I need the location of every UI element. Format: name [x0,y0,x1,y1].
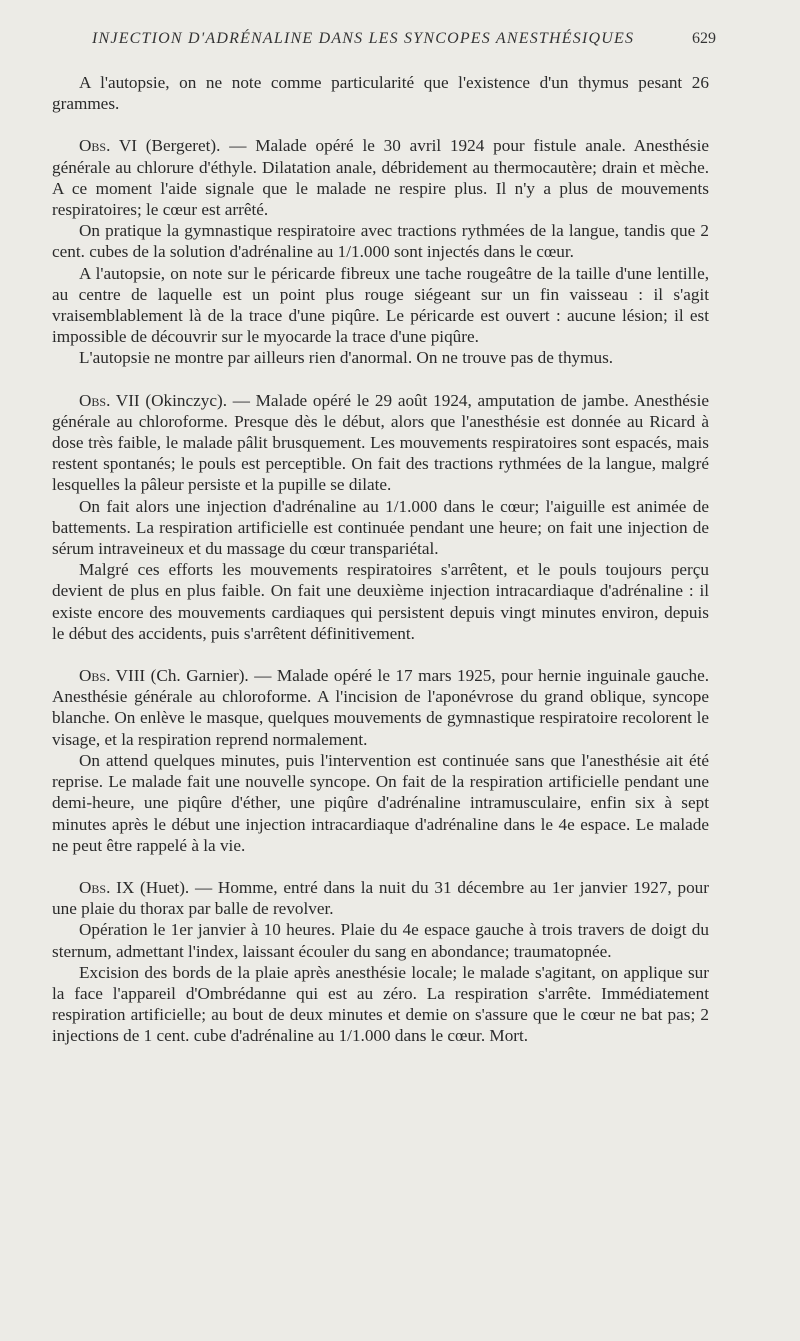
observation-label: Obs. IX [79,877,135,897]
paragraph: On attend quelques minutes, puis l'intervention est continuée sans que l'anesthésie ait été reprise. Le malade fait une nouvelle syncope. On fait de la respiration artificielle pendant une demi-heure, une piqûre d'éther, une piqûre d'adrénaline intramusculaire, enfin six à sept minutes après le début une injection intracardiaque d'adrénaline dans le 4e espace. Le malade ne peut être rappelé à la vie. [52,750,709,855]
running-title: INJECTION D'ADRÉNALINE DANS LES SYNCOPES ANESTHÉSIQUES [92,30,635,47]
running-header [92,30,716,52]
observation-paragraph: Obs. VII (Okinczyc). — Malade opéré le 29 août 1924, amputation de jambe. Anesthésie générale au chloroforme. Presque dès le début, alors que l'anesthésie est donnée au Ricard à dose très faible, le malade pâlit brusquement. Les mouvements respiratoires sont espacés, mais restent spontanés; le pouls est perceptible. On fait des tractions rythmées de la langue, malgré lesquelles la pâleur persiste et la pupille se dilate. [52,390,710,495]
paragraph: Malgré ces efforts les mouvements respiratoires s'arrêtent, et le pouls toujours perçu devient de plus en plus faible. On fait une deuxième injection intracardiaque d'adrénaline : il existe encore des mouvements cardiaques qui persistent depuis vingt minutes environ, depuis le début des accidents, puis s'arrêtent définitivement. [52,560,709,643]
paragraph: A l'autopsie, on ne note comme particularité que l'existence d'un thymus pesant 26 grammes. [52,73,709,114]
paragraph: L'autopsie ne montre par ailleurs rien d'anormal. On ne trouve pas de thymus. [79,348,614,368]
observation-label: Obs. VII [79,390,140,410]
paragraph: On fait alors une injection d'adrénaline au 1/1.000 dans le cœur; l'aiguille est animée de battements. La respiration artificielle est continuée pendant une heure; on fait une injection de sérum intraveineux et du massage du cœur transpariétal. [52,496,709,559]
observation-label: Obs. VIII [79,666,146,686]
observation-paragraph: Obs. VIII (Ch. Garnier). — Malade opéré le 17 mars 1925, pour hernie inguinale gauche. Anesthésie générale au chloroforme. A l'incision de l'aponévrose du grand oblique, syncope blanche. On enlève le masque, quelques mouvements de gymnastique respiratoire recolorent le visage, et la respiration reprend normalement. [52,666,709,749]
paragraph: A l'autopsie, on note sur le péricarde fibreux une tache rougeâtre de la taille d'une lentille, au centre de laquelle est un point plus rouge siégeant sur un fin vaisseau : il s'agit vraisemblablement là de la trace d'une piqûre. Le péricarde est ouvert : aucune lésion; il est impossible de découvrir sur le myocarde la trace d'une piqûre. [52,263,709,347]
observation-label: Obs. VI [79,136,138,156]
observation-paragraph: Obs. VI (Bergeret). — Malade opéré le 30 avril 1924 pour fistule anale. Anesthésie générale au chlorure d'éthyle. Dilatation anale, débridement au thermocautère; drain et mèche. A ce moment l'aide signale que le malade ne respire plus. Il n'y a plus de mouvements respiratoires; le cœur est arrêté. [52,136,710,220]
body-text [52,72,709,1047]
paragraph: Opération le 1er janvier à 10 heures. Plaie du 4e espace gauche à trois travers de doigt du sternum, admettant l'index, laissant écouler du sang en abondance; traumatopnée. [52,920,709,961]
page-number: 629 [692,30,716,47]
observation-paragraph: Obs. IX (Huet). — Homme, entré dans la nuit du 31 décembre au 1er janvier 1927, pour une plaie du thorax par balle de revolver. [52,877,709,919]
paragraph: Excision des bords de la plaie après anesthésie locale; le malade s'agitant, on applique sur la face l'appareil d'Ombrédanne qui est au zéro. La respiration s'arrête. Immédiatement respiration artificielle; au bout de deux minutes et demie on s'assure que le cœur ne bat pas; 2 injections de 1 cent. cube d'adrénaline au 1/1.000 dans le cœur. Mort. [52,962,709,1046]
paragraph: On pratique la gymnastique respiratoire avec tractions rythmées de la langue, tandis que 2 cent. cubes de la solution d'adrénaline au 1/1.000 sont injectés dans le cœur. [52,221,709,262]
